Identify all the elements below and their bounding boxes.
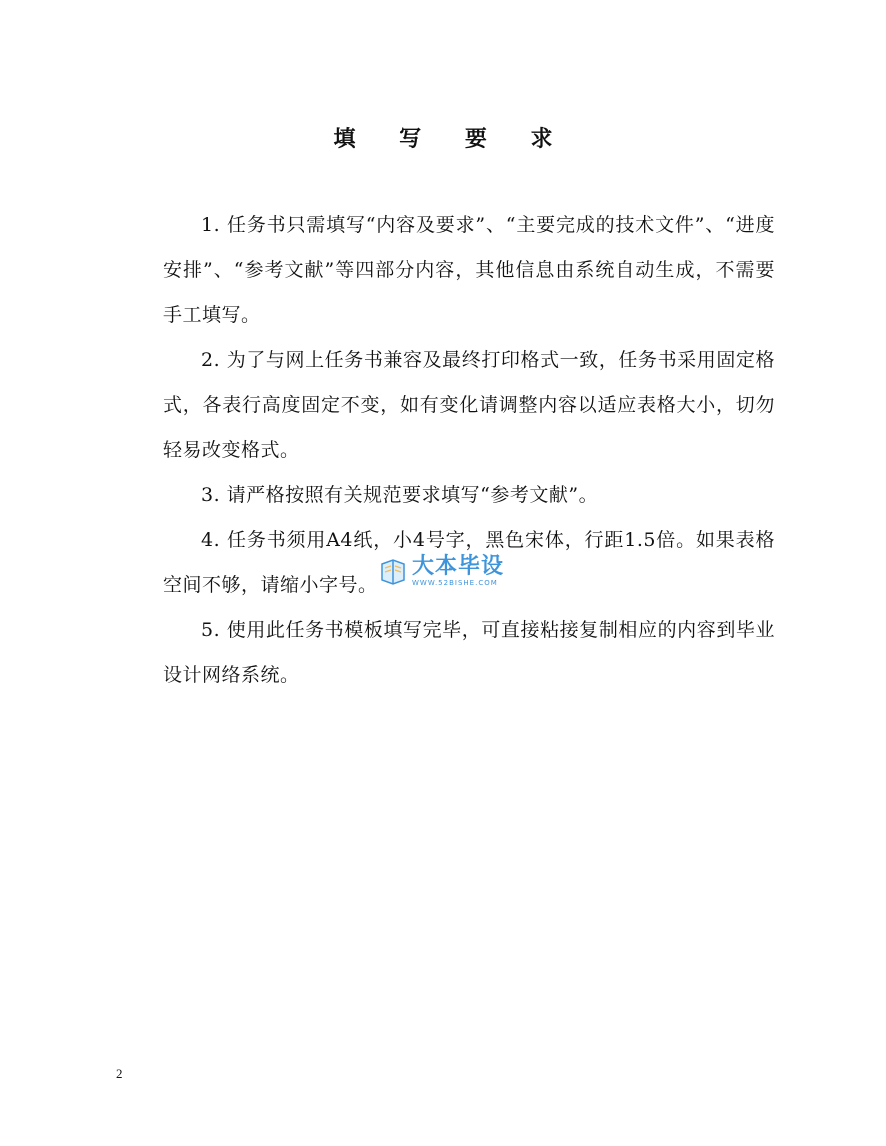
requirement-paragraph-1: 1. 任务书只需填写“内容及要求”、“主要完成的技术文件”、“进度安排”、“参考文献”等四部分内容，其他信息由系统自动生成，不需要手工填写。 xyxy=(163,214,775,326)
watermark-logo xyxy=(378,552,528,590)
requirement-paragraph-4: 4. 任务书须用A4纸，小4号字，黑色宋体，行距1.5倍。如果表格空间不够，请缩小字号。 xyxy=(163,529,775,596)
book-logo-icon xyxy=(378,556,408,586)
requirement-paragraph-2: 2. 为了与网上任务书兼容及最终打印格式一致，任务书采用固定格式，各表行高度固定不变，如有变化请调整内容以适应表格大小，切勿轻易改变格式。 xyxy=(163,349,775,461)
page-number: 2 xyxy=(116,1066,123,1081)
requirement-paragraph-3: 3. 请严格按照有关规范要求填写“参考文献”。 xyxy=(201,484,599,506)
page-title: 填 写 要 求 xyxy=(333,126,571,152)
requirement-paragraph-5: 5. 使用此任务书模板填写完毕，可直接粘接复制相应的内容到毕业设计网络系统。 xyxy=(163,619,775,686)
requirements-list xyxy=(163,203,775,698)
watermark-brand: 大本毕设 xyxy=(412,553,505,579)
watermark-url: WWW.52BISHE.COM xyxy=(412,578,498,587)
